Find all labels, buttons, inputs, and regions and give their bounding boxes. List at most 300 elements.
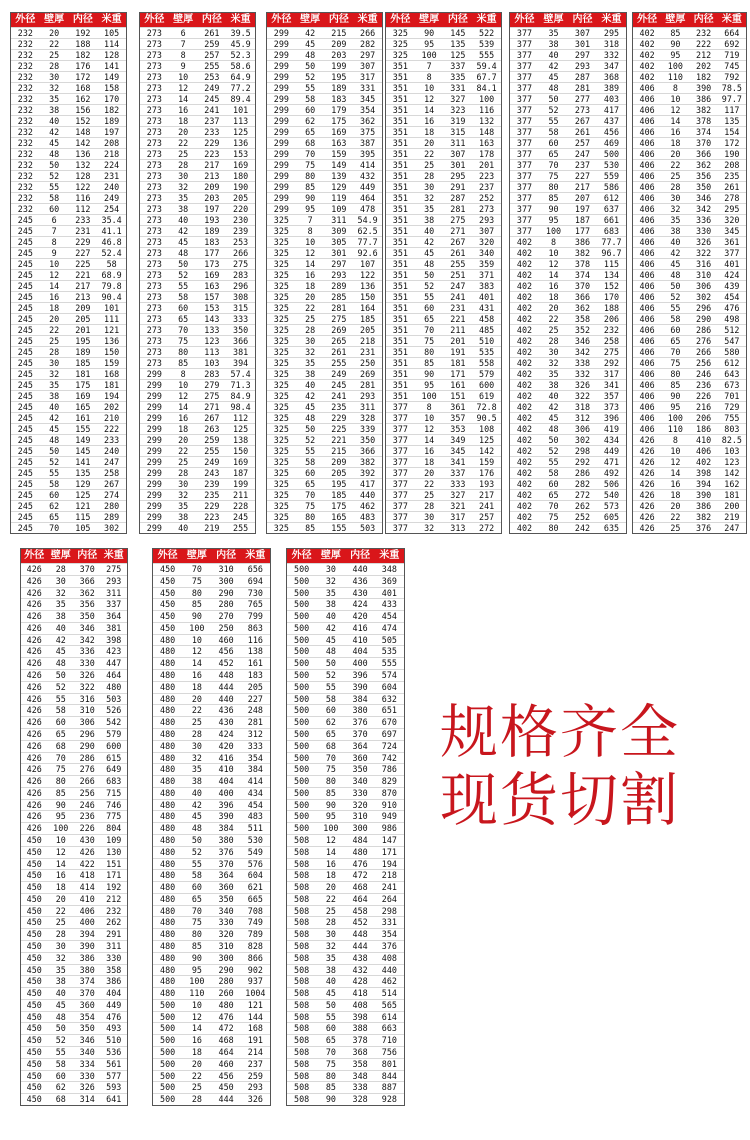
- table-row: [267, 71, 382, 82]
- table-row: [21, 975, 127, 987]
- table-cell: 219: [724, 512, 740, 522]
- column-header: 米重: [103, 550, 124, 561]
- table-cell: 48: [548, 83, 559, 93]
- table-cell: 708: [247, 905, 263, 916]
- table-row: [21, 940, 127, 952]
- table-cell: 35: [178, 193, 189, 203]
- table-row: [510, 357, 626, 368]
- table-cell: 273: [146, 105, 162, 115]
- table-cell: 576: [247, 858, 263, 869]
- table-cell: 351: [392, 193, 408, 203]
- table-row: [153, 1058, 270, 1070]
- table-cell: 500: [294, 764, 310, 775]
- table-cell: 480: [352, 846, 368, 857]
- table-cell: 377: [392, 402, 408, 412]
- table-cell: 313: [450, 523, 466, 533]
- table-row: [510, 148, 626, 159]
- table-cell: 378: [574, 259, 591, 269]
- table-cell: 480: [160, 776, 176, 787]
- table-cell: 330: [218, 917, 234, 928]
- table-cell: 245: [17, 248, 33, 258]
- table-row: [633, 49, 746, 60]
- table-cell: 403: [603, 94, 620, 104]
- table-cell: 426: [26, 670, 42, 681]
- table-row: [633, 181, 746, 192]
- table-cell: 370: [574, 281, 591, 291]
- table-cell: 223: [204, 512, 220, 522]
- table-cell: 535: [479, 347, 495, 357]
- table-cell: 775: [106, 811, 122, 822]
- table-cell: 330: [79, 1070, 95, 1081]
- table-cell: 60: [49, 204, 60, 214]
- table-row: [287, 999, 404, 1011]
- table-row: [633, 291, 746, 302]
- table-cell: 177: [574, 226, 591, 236]
- table-cell: 22: [191, 705, 202, 716]
- table-row: [11, 93, 126, 104]
- table-row: [11, 280, 126, 291]
- table-cell: 141: [104, 61, 120, 71]
- table-cell: 350: [233, 325, 249, 335]
- table-cell: 480: [160, 905, 176, 916]
- table-cell: 239: [204, 479, 220, 489]
- column-header: 米重: [230, 14, 251, 25]
- table-cell: 70: [191, 905, 202, 916]
- table-cell: 48: [670, 270, 681, 280]
- table-cell: 540: [603, 490, 620, 500]
- table-cell: 246: [79, 799, 95, 810]
- table-cell: 320: [352, 799, 368, 810]
- table-cell: 30: [424, 182, 435, 192]
- table-cell: 25: [670, 171, 681, 181]
- table-row: [510, 511, 626, 522]
- table-row: [153, 787, 270, 799]
- table-cell: 113: [233, 116, 249, 126]
- table-cell: 85: [670, 380, 681, 390]
- table-cell: 42: [424, 237, 435, 247]
- table-cell: 261: [574, 127, 591, 137]
- table-cell: 100: [189, 622, 205, 633]
- table-cell: 428: [352, 976, 368, 987]
- table-cell: 22: [55, 905, 66, 916]
- table-cell: 673: [724, 380, 740, 390]
- table-cell: 40: [424, 226, 435, 236]
- table-cell: 614: [381, 1011, 397, 1022]
- table-cell: 683: [603, 226, 620, 236]
- table-row: [287, 881, 404, 893]
- table-row: [140, 324, 255, 335]
- table-row: [510, 27, 626, 38]
- table-cell: 75: [191, 575, 202, 586]
- table-cell: 28: [49, 347, 60, 357]
- table-cell: 438: [352, 952, 368, 963]
- table-row: [140, 203, 255, 214]
- table-cell: 232: [17, 127, 33, 137]
- table-cell: 237: [204, 116, 220, 126]
- table-cell: 444: [218, 681, 234, 692]
- table-cell: 121: [104, 325, 120, 335]
- table-row: [510, 478, 626, 489]
- table-cell: 273: [146, 281, 162, 291]
- table-cell: 387: [360, 138, 376, 148]
- table-cell: 364: [218, 870, 234, 881]
- table-cell: 400: [352, 658, 368, 669]
- table-cell: 116: [75, 193, 91, 203]
- table-cell: 257: [204, 50, 220, 60]
- table-cell: 286: [574, 468, 591, 478]
- table-cell: 35: [325, 952, 336, 963]
- table-cell: 191: [247, 1035, 263, 1046]
- table-cell: 450: [160, 575, 176, 586]
- table-cell: 134: [603, 270, 620, 280]
- table-cell: 50: [424, 270, 435, 280]
- table-cell: 273: [146, 138, 162, 148]
- table-cell: 130: [106, 846, 122, 857]
- table-row: [510, 93, 626, 104]
- table-cell: 361: [450, 402, 466, 412]
- table-cell: 600: [479, 380, 495, 390]
- table-cell: 295: [450, 171, 466, 181]
- table-row: [153, 999, 270, 1011]
- table-cell: 121: [75, 501, 91, 511]
- table-row: [633, 434, 746, 445]
- table-cell: 378: [352, 1035, 368, 1046]
- table-row: [21, 669, 127, 681]
- table-cell: 45: [325, 988, 336, 999]
- table-cell: 225: [75, 259, 91, 269]
- table-cell: 241: [381, 882, 397, 893]
- table-cell: 500: [160, 1058, 176, 1069]
- table-cell: 65: [55, 728, 66, 739]
- table-row: [153, 881, 270, 893]
- table-cell: 97.7: [721, 94, 742, 104]
- table-cell: 312: [574, 413, 591, 423]
- table-cell: 122: [75, 182, 91, 192]
- table-cell: 331: [450, 83, 466, 93]
- table-cell: 100: [421, 50, 437, 60]
- table-row: [510, 181, 626, 192]
- table-row: [153, 1034, 270, 1046]
- table-cell: 275: [106, 564, 122, 574]
- table-cell: 406: [639, 424, 655, 434]
- table-cell: 169: [204, 270, 220, 280]
- table-row: [386, 38, 501, 49]
- table-cell: 510: [106, 1035, 122, 1046]
- table-cell: 84.1: [476, 83, 497, 93]
- table-cell: 500: [294, 575, 310, 586]
- table-cell: 325: [273, 259, 289, 269]
- table-cell: 450: [26, 976, 42, 987]
- table-cell: 406: [639, 402, 655, 412]
- table-cell: 476: [724, 303, 740, 313]
- table-row: [386, 434, 501, 445]
- table-cell: 75: [305, 160, 316, 170]
- table-cell: 480: [160, 646, 176, 657]
- table-cell: 250: [360, 358, 376, 368]
- table-cell: 432: [360, 171, 376, 181]
- table-cell: 16: [670, 479, 681, 489]
- table-row: [21, 728, 127, 740]
- table-row: [633, 313, 746, 324]
- table-cell: 232: [17, 171, 33, 181]
- table-cell: 85: [55, 787, 66, 798]
- table-cell: 322: [574, 391, 591, 401]
- table-cell: 426: [639, 523, 655, 533]
- table-cell: 476: [352, 858, 368, 869]
- table-row: [267, 368, 382, 379]
- table-cell: 340: [479, 248, 495, 258]
- table-cell: 402: [639, 72, 655, 82]
- table-cell: 346: [574, 336, 591, 346]
- table-cell: 508: [294, 929, 310, 940]
- table-cell: 45: [191, 811, 202, 822]
- table-cell: 440: [381, 964, 397, 975]
- table-cell: 28: [55, 929, 66, 940]
- table-cell: 245: [233, 512, 249, 522]
- table-row: [267, 49, 382, 60]
- table-cell: 370: [696, 138, 712, 148]
- table-cell: 351: [392, 149, 408, 159]
- table-cell: 181: [724, 490, 740, 500]
- table-row: [140, 478, 255, 489]
- table-row: [386, 500, 501, 511]
- column-header: 米重: [245, 550, 266, 561]
- table-cell: 58: [548, 127, 559, 137]
- table-cell: 148: [479, 127, 495, 137]
- table-cell: 426: [26, 705, 42, 716]
- table-cell: 347: [603, 61, 620, 71]
- table-cell: 311: [106, 587, 122, 598]
- table-row: [267, 126, 382, 137]
- table-cell: 25: [178, 149, 189, 159]
- table-cell: 450: [26, 988, 42, 999]
- table-cell: 333: [247, 740, 263, 751]
- table-row: [510, 390, 626, 401]
- table-cell: 480: [160, 941, 176, 951]
- table-cell: 480: [160, 740, 176, 751]
- table-cell: 50: [55, 670, 66, 681]
- table-row: [11, 214, 126, 225]
- table-cell: 221: [75, 270, 91, 280]
- table-row: [633, 126, 746, 137]
- table-row: [11, 401, 126, 412]
- table-cell: 460: [218, 1058, 234, 1069]
- table-cell: 22: [670, 512, 681, 522]
- table-cell: 296: [79, 728, 95, 739]
- table-cell: 500: [294, 752, 310, 763]
- table-row: [510, 71, 626, 82]
- table-row: [21, 799, 127, 811]
- table-cell: 431: [479, 303, 495, 313]
- table-cell: 45: [325, 634, 336, 645]
- table-cell: 351: [392, 281, 408, 291]
- table-cell: 406: [639, 237, 655, 247]
- table-cell: 299: [273, 50, 289, 60]
- table-cell: 424: [218, 728, 234, 739]
- table-row: [287, 740, 404, 752]
- table-cell: 299: [146, 501, 162, 511]
- table-cell: 280: [218, 599, 234, 610]
- table-cell: 299: [273, 39, 289, 49]
- table-cell: 75: [191, 917, 202, 928]
- table-cell: 181: [450, 358, 466, 368]
- table-cell: 30: [305, 336, 316, 346]
- table-cell: 245: [17, 479, 33, 489]
- table-cell: 201: [75, 325, 91, 335]
- table-row: [510, 467, 626, 478]
- table-cell: 500: [294, 799, 310, 810]
- table-row: [633, 379, 746, 390]
- table-cell: 68: [305, 138, 316, 148]
- table-cell: 149: [75, 435, 91, 445]
- table-row: [21, 587, 127, 599]
- table-cell: 173: [204, 259, 220, 269]
- table-row: [510, 434, 626, 445]
- table-cell: 450: [26, 929, 42, 940]
- table-cell: 30: [325, 564, 336, 574]
- table-cell: 280: [218, 976, 234, 987]
- table-cell: 410: [696, 435, 712, 445]
- table-cell: 325: [273, 358, 289, 368]
- table-row: [153, 952, 270, 964]
- table-cell: 245: [17, 490, 33, 500]
- table-row: [267, 346, 382, 357]
- table-cell: 48: [49, 435, 60, 445]
- table-cell: 135: [724, 116, 740, 126]
- table-cell: 277: [574, 94, 591, 104]
- table-cell: 232: [17, 50, 33, 60]
- table-cell: 398: [106, 634, 122, 645]
- table-cell: 45: [55, 999, 66, 1010]
- table-cell: 377: [516, 72, 533, 82]
- table-cell: 480: [106, 681, 122, 692]
- table-cell: 401: [381, 587, 397, 598]
- table-cell: 38: [548, 39, 559, 49]
- table-cell: 283: [204, 369, 220, 379]
- table-cell: 232: [17, 160, 33, 170]
- table-cell: 194: [104, 391, 120, 401]
- table-cell: 246: [696, 369, 712, 379]
- table-cell: 402: [516, 479, 533, 489]
- table-cell: 8: [51, 237, 57, 247]
- table-row: [287, 693, 404, 705]
- table-cell: 261: [331, 347, 347, 357]
- table-cell: 296: [696, 303, 712, 313]
- table-cell: 216: [696, 402, 712, 412]
- table-row: [633, 511, 746, 522]
- table-cell: 48: [55, 658, 66, 669]
- table-cell: 299: [146, 523, 162, 533]
- table-cell: 95: [548, 215, 559, 225]
- table-cell: 452: [352, 917, 368, 928]
- table-row: [21, 1022, 127, 1034]
- table-row: [386, 302, 501, 313]
- table-cell: 436: [352, 575, 368, 586]
- table-cell: 55: [305, 446, 316, 456]
- table-cell: 332: [574, 369, 591, 379]
- table-cell: 25: [49, 50, 60, 60]
- table-row: [11, 456, 126, 467]
- table-cell: 210: [104, 413, 120, 423]
- table-row: [153, 693, 270, 705]
- table-cell: 50: [325, 999, 336, 1010]
- table-cell: 38: [305, 369, 316, 379]
- table-cell: 406: [639, 358, 655, 368]
- table-cell: 351: [392, 259, 408, 269]
- table-row: [153, 728, 270, 740]
- table-cell: 199: [233, 479, 249, 489]
- table-cell: 152: [603, 281, 620, 291]
- table-row: [287, 622, 404, 634]
- table-row: [510, 412, 626, 423]
- table-cell: 317: [450, 512, 466, 522]
- table-row: [153, 858, 270, 870]
- table-cell: 417: [603, 105, 620, 115]
- table-cell: 18: [178, 424, 189, 434]
- table-cell: 50: [191, 834, 202, 845]
- table-cell: 665: [247, 893, 263, 904]
- table-cell: 245: [17, 347, 33, 357]
- table-cell: 200: [724, 501, 740, 511]
- table-cell: 232: [17, 182, 33, 192]
- table-row: [140, 148, 255, 159]
- table-cell: 325: [273, 380, 289, 390]
- table-cell: 45: [49, 138, 60, 148]
- table-cell: 40: [55, 988, 66, 999]
- table-cell: 205: [75, 314, 91, 324]
- table-cell: 55: [548, 457, 559, 467]
- table-cell: 325: [273, 237, 289, 247]
- table-header: [140, 13, 255, 27]
- table-row: [140, 137, 255, 148]
- table-cell: 281: [331, 303, 347, 313]
- table-row: [510, 313, 626, 324]
- table-cell: 242: [574, 523, 591, 533]
- table-cell: 512: [724, 325, 740, 335]
- table-cell: 262: [574, 501, 591, 511]
- table-cell: 67.7: [476, 72, 497, 82]
- table-cell: 406: [639, 204, 655, 214]
- table-cell: 90.5: [476, 413, 497, 423]
- table-row: [633, 115, 746, 126]
- spec-table: [632, 12, 747, 534]
- table-cell: 376: [218, 846, 234, 857]
- table-cell: 418: [352, 988, 368, 999]
- column-header: 外径: [291, 550, 312, 561]
- table-row: [287, 598, 404, 610]
- table-cell: 90: [55, 799, 66, 810]
- table-row: [11, 137, 126, 148]
- table-cell: 406: [639, 94, 655, 104]
- table-cell: 98.4: [230, 402, 251, 412]
- table-cell: 307: [479, 226, 495, 236]
- table-row: [287, 681, 404, 693]
- table-row: [386, 368, 501, 379]
- table-row: [153, 928, 270, 940]
- table-cell: 406: [639, 314, 655, 324]
- table-cell: 383: [479, 281, 495, 291]
- table-cell: 220: [233, 204, 249, 214]
- table-row: [386, 335, 501, 346]
- table-cell: 20: [424, 138, 435, 148]
- table-cell: 30: [49, 358, 60, 368]
- table-row: [510, 49, 626, 60]
- table-cell: 10: [424, 413, 435, 423]
- table-cell: 351: [392, 358, 408, 368]
- table-cell: 115: [75, 512, 91, 522]
- table-cell: 52: [548, 446, 559, 456]
- table-cell: 887: [381, 1082, 397, 1093]
